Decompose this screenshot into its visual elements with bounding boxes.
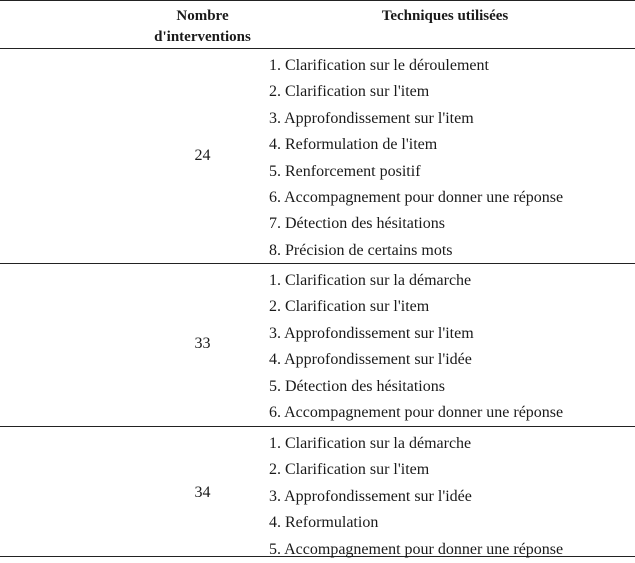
technique-list xyxy=(269,53,563,264)
list-item: 4. Reformulation xyxy=(269,514,379,532)
list-item: 5. Détection des hésitations xyxy=(269,377,445,395)
list-item: 6. Accompagnement pour donner une réponse xyxy=(269,188,564,206)
technique-list xyxy=(269,268,563,426)
table-row-group xyxy=(0,264,635,427)
header-count-line2: d'interventions xyxy=(154,29,251,45)
list-item: 2. Clarification sur l'item xyxy=(269,83,430,101)
list-item: 7. Détection des hésitations xyxy=(269,215,445,233)
header-count xyxy=(125,6,280,48)
list-item: 2. Clarification sur l'item xyxy=(269,298,430,316)
list-item: 3. Approfondissement sur l'item xyxy=(269,109,474,127)
list-item: 3. Approfondissement sur l'idée xyxy=(269,487,472,505)
intervention-count: 33 xyxy=(194,335,211,352)
list-item: 5. Renforcement positif xyxy=(269,162,421,180)
list-item: 4. Reformulation de l'item xyxy=(269,136,438,154)
table-row-group xyxy=(0,49,635,264)
list-item: 4. Approfondissement sur l'idée xyxy=(269,351,472,369)
list-item: 1. Clarification sur la démarche xyxy=(269,435,472,452)
list-item: 6. Accompagnement pour donner une réponse xyxy=(269,403,564,421)
list-item: 8. Précision de certains mots xyxy=(269,241,453,259)
intervention-count: 24 xyxy=(194,147,211,164)
list-item: 2. Clarification sur l'item xyxy=(269,461,430,479)
list-item: 3. Approfondissement sur l'item xyxy=(269,324,474,342)
intervention-count: 34 xyxy=(194,484,211,501)
list-item: 1. Clarification sur la démarche xyxy=(269,272,472,289)
header-techniques: Techniques utilisées xyxy=(381,8,509,24)
table-row-group xyxy=(0,427,635,557)
technique-list xyxy=(269,431,563,563)
list-item: 5. Accompagnement pour donner une réponse xyxy=(269,540,564,558)
list-item: 1. Clarification sur le déroulement xyxy=(269,57,489,74)
table-header xyxy=(0,1,635,49)
header-count-line1: Nombre xyxy=(176,8,229,24)
